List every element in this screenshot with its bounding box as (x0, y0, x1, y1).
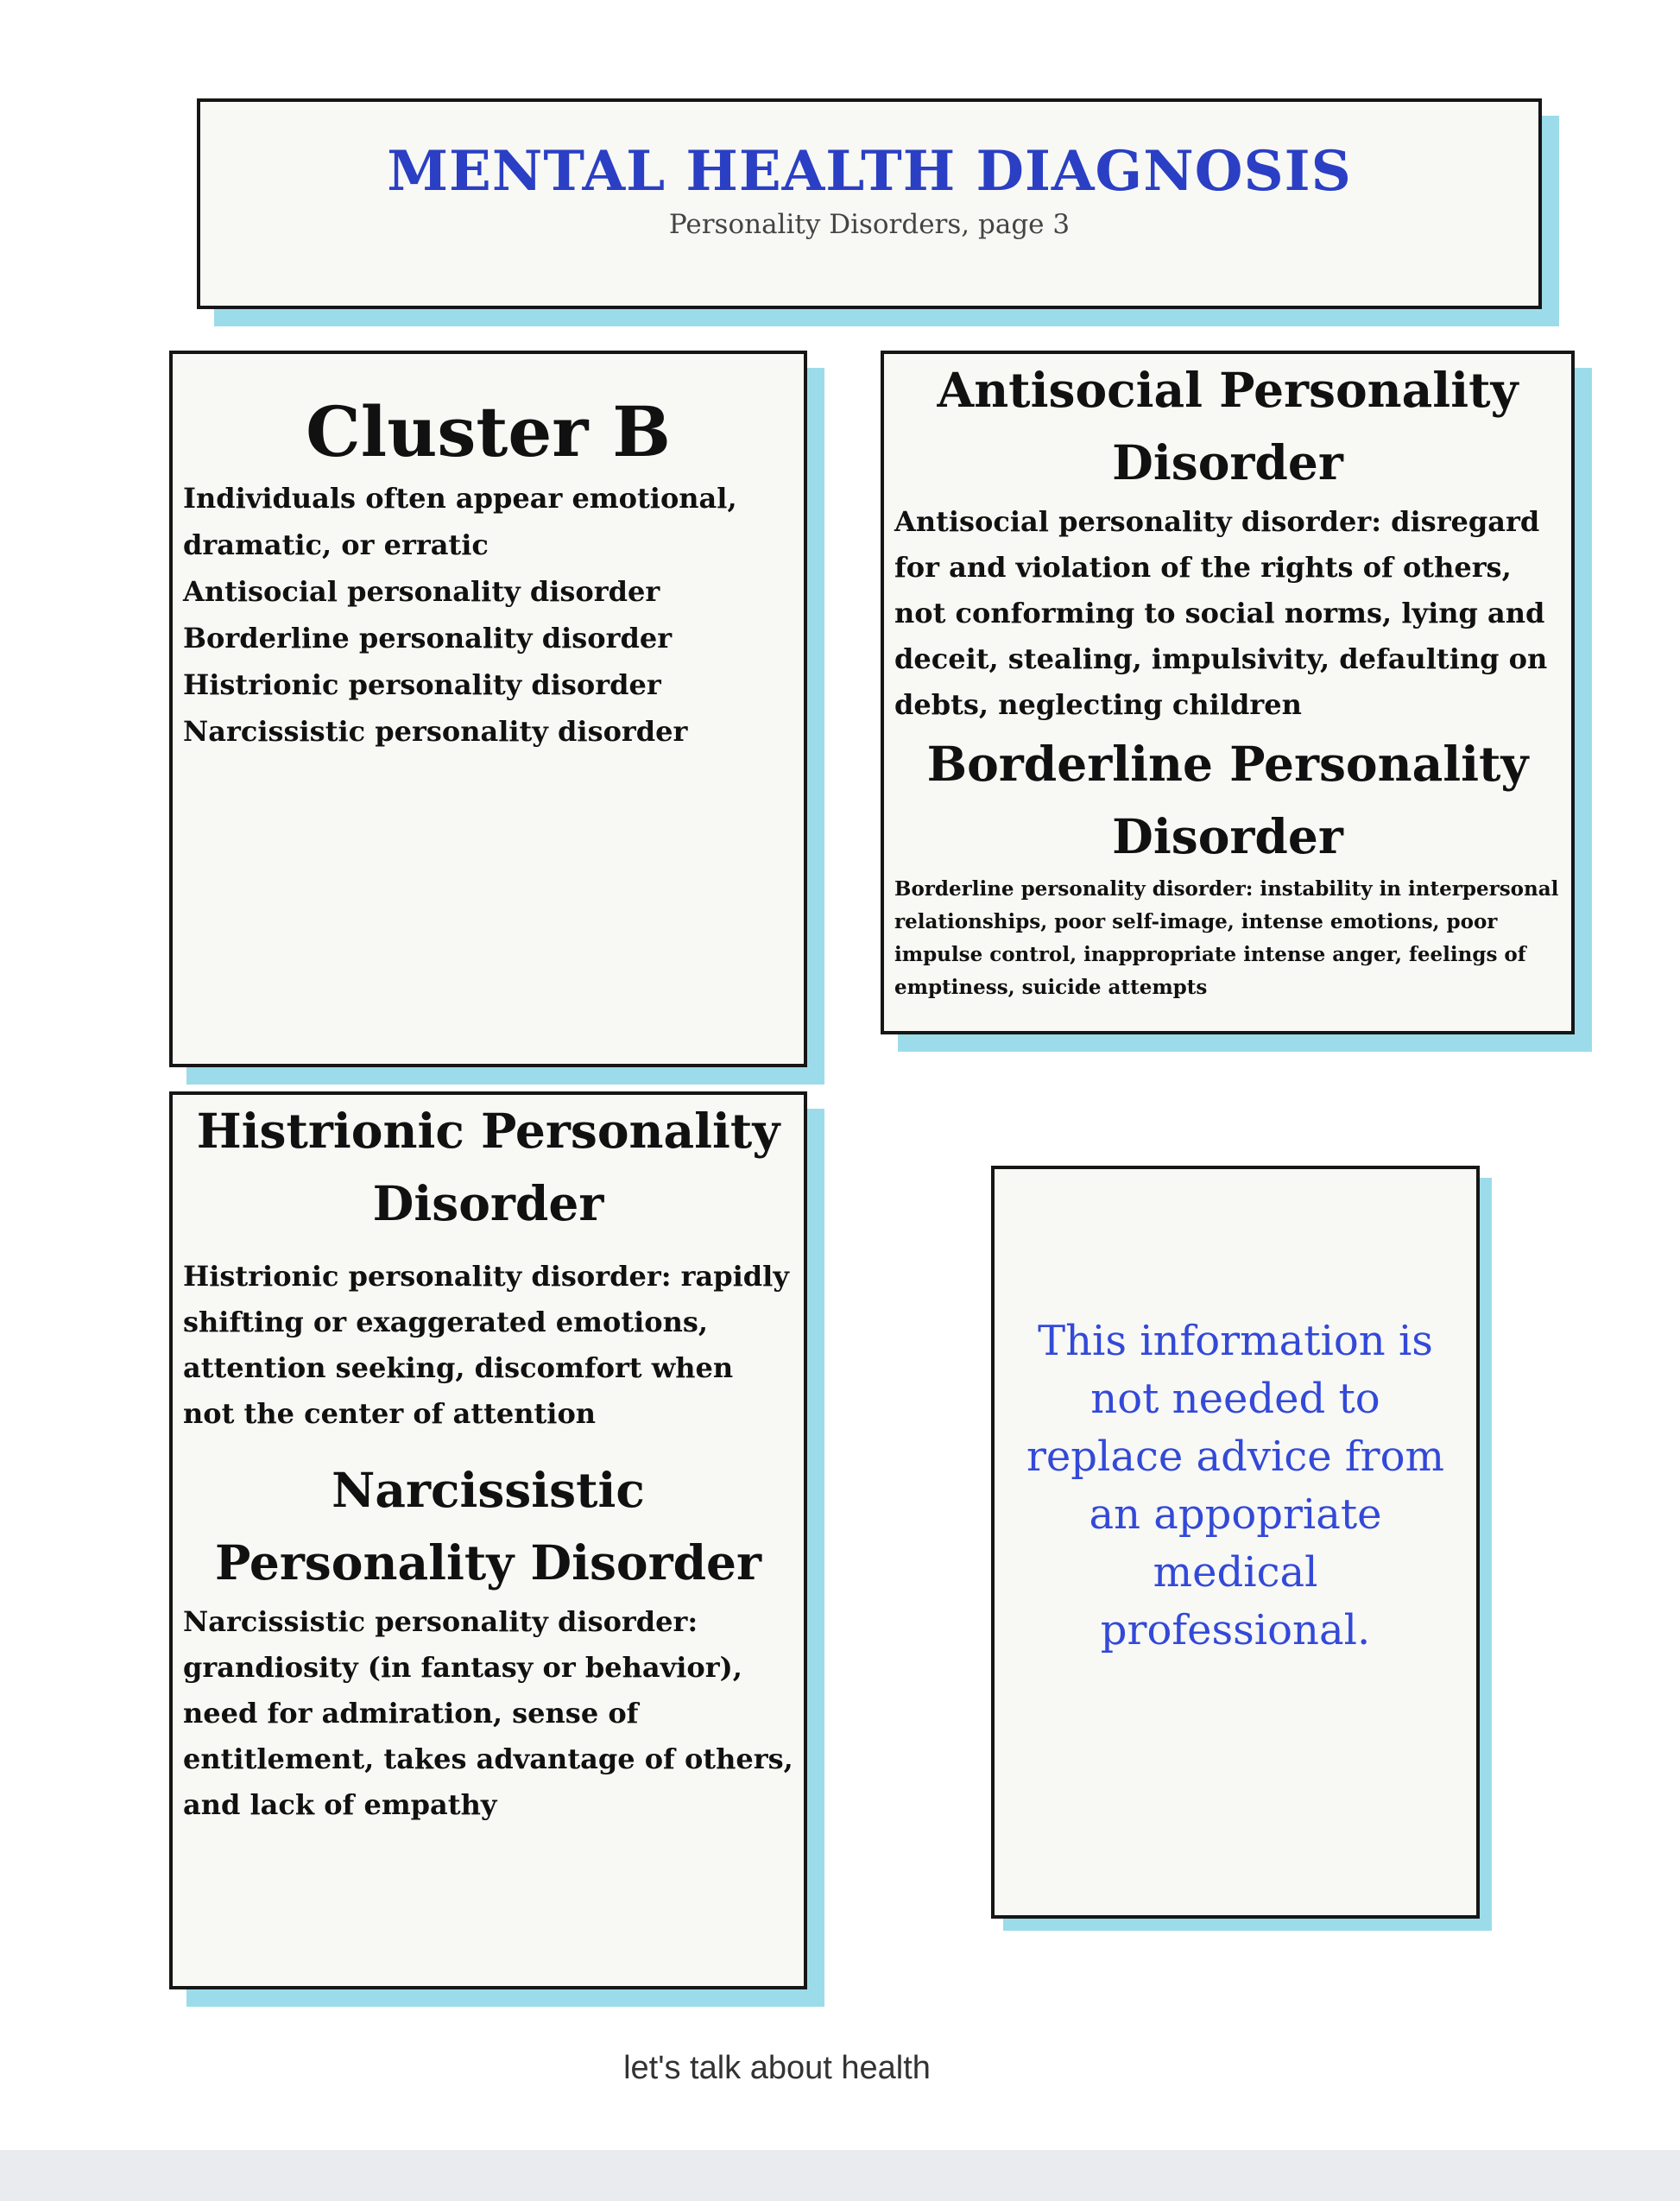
antisocial-borderline-card (881, 351, 1575, 1034)
disclaimer-card (991, 1166, 1480, 1919)
histrionic-description: Histrionic personality disorder: rapidly shifting or exaggerated emotions, attention seeking, discomfort when not the center of attention (183, 1260, 789, 1430)
disclaimer-text: This information is not needed to replace advice from an appopriate medical professional. (1026, 1317, 1445, 1654)
page-subtitle: Personality Disorders, page 3 (668, 209, 1071, 241)
narcissistic-title: Narcissistic Personality Disorder (214, 1462, 762, 1591)
page-title: MENTAL HEALTH DIAGNOSIS (387, 139, 1352, 204)
antisocial-title: Antisocial Personality Disorder (937, 362, 1519, 490)
antisocial-description: Antisocial personality disorder: disregard for and violation of the rights of others, not conforming to social norms, lying and deceit, stealing, impulsivity, defaulting on debts, neglecting children (894, 505, 1548, 721)
cluster-b-item: Borderline personality disorder (183, 622, 673, 655)
cluster-b-title: Cluster B (306, 391, 671, 472)
cluster-b-item: Narcissistic personality disorder (183, 715, 688, 748)
header-card (197, 98, 1542, 309)
narcissistic-description: Narcissistic personality disorder: grandiosity (in fantasy or behavior), need for admiration, sense of entitlement, takes advantage of others, and lack of empathy (183, 1605, 793, 1821)
borderline-title: Borderline Personality Disorder (926, 736, 1529, 864)
cluster-b-card (169, 351, 807, 1067)
footer-tagline: let's talk about health (623, 2050, 931, 2086)
cluster-b-intro: Individuals often appear emotional, dramatic, or erratic (183, 482, 737, 561)
histrionic-narcissistic-card (169, 1091, 807, 1989)
cluster-b-item: Antisocial personality disorder (183, 575, 660, 608)
bottom-band (0, 2150, 1680, 2201)
histrionic-title: Histrionic Personality Disorder (196, 1103, 780, 1231)
borderline-description: Borderline personality disorder: instability in interpersonal relationships, poor self-image, intense emotions, poor impulse control, inappropriate intense anger, feelings of emptiness, suicide attempts (894, 877, 1559, 999)
cluster-b-item: Histrionic personality disorder (183, 668, 661, 701)
